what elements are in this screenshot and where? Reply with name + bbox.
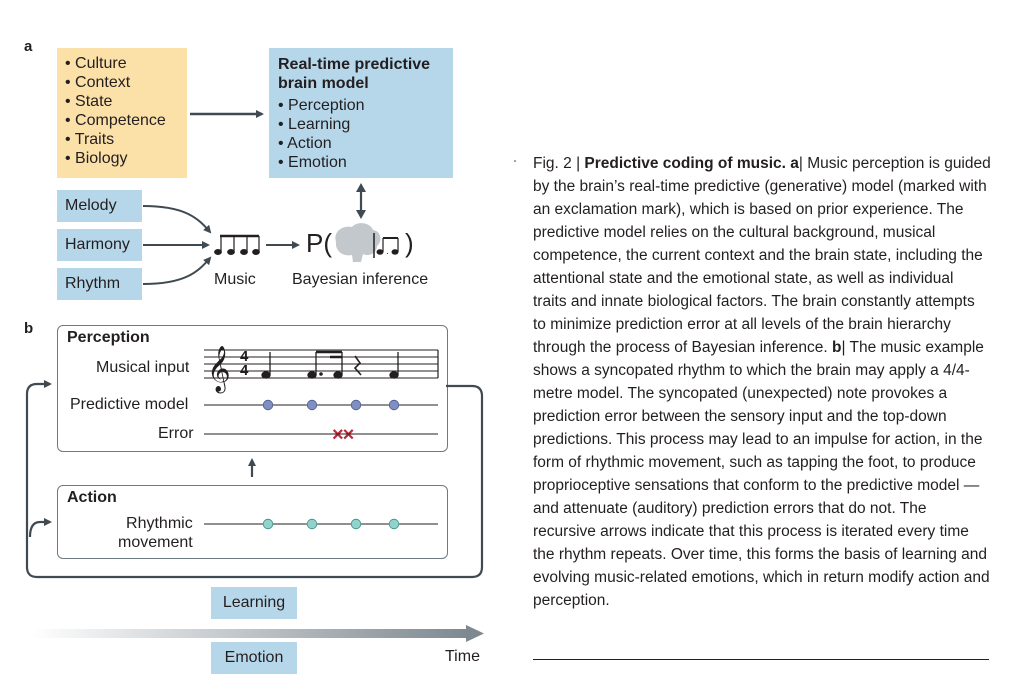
time-label: Time bbox=[445, 648, 480, 665]
caption-b-marker: b bbox=[827, 339, 842, 356]
brain-model-title-line2: brain model bbox=[278, 75, 369, 92]
factor-item: • Competence bbox=[65, 111, 166, 130]
factor-item: • Context bbox=[65, 73, 166, 92]
music-notes-icon bbox=[215, 236, 260, 255]
factor-item: • Biology bbox=[65, 149, 166, 168]
rhythmic-label-line2: movement bbox=[118, 534, 193, 551]
figure-caption bbox=[533, 152, 991, 612]
model-item: • Perception bbox=[278, 96, 365, 115]
predictive-model-label: Predictive model bbox=[70, 396, 189, 413]
panel-a-letter: a bbox=[24, 38, 33, 55]
error-marks: ×× bbox=[332, 424, 354, 446]
caption-title: Predictive coding of music. bbox=[584, 155, 786, 172]
emotion-box: Emotion bbox=[211, 642, 297, 674]
staff-notes bbox=[262, 352, 398, 378]
caption-fig-prefix: Fig. 2 | bbox=[533, 155, 585, 172]
dot-icon: . bbox=[386, 246, 389, 257]
melody-box: Melody bbox=[57, 190, 142, 222]
caption-a-text: | Music perception is guided by the brain’s real-time predictive (generative) model (marked with an exclamation mark), which is based on prior experience. The predictive model relies on the cultural background, musical competence, the current context and the brain state, including the attentional state and the emotional state, as well as individual traits and innate biological factors. The brain constantly attempts to minimize prediction error at all levels of the brain hierarchy through the process of Bayesian inference. bbox=[533, 155, 991, 356]
rhythm-arrow bbox=[143, 258, 210, 284]
bayes-paren-close: ) bbox=[405, 228, 414, 258]
treble-clef-icon: 𝄞 bbox=[207, 346, 231, 392]
panel-a-graphics bbox=[0, 0, 520, 320]
musical-input-label: Musical input bbox=[96, 359, 190, 376]
music-label: Music bbox=[214, 271, 256, 288]
rest-icon bbox=[355, 356, 361, 375]
caption-a-marker: a bbox=[785, 155, 799, 172]
time-arrow-head bbox=[466, 625, 484, 642]
factor-item: • Traits bbox=[65, 130, 166, 149]
learning-box: Learning bbox=[211, 587, 297, 619]
caption-b-text: | The music example shows a syncopated rhythm to which the brain may apply a 4/4-metre model. The syncopated (unexpected) note provokes a prediction error between the sensory input and the top-down predictions. This process may lead to an impulse for action, in the form of rhythmic movement, such as tapping the foot, to produce proprioceptive sensations that conform to the predictive model — and attenuate (auditory) prediction errors that do not. The recursive arrows indicate that this process is iterated every time the rhythm repeats. Over time, this forms the basis of learning and evolving music-related emotions, which in return modify action and perception. bbox=[533, 339, 990, 609]
perception-title: Perception bbox=[67, 329, 150, 346]
action-title: Action bbox=[67, 489, 117, 506]
time-arrow-shaft bbox=[30, 629, 470, 638]
model-item: • Learning bbox=[278, 115, 365, 134]
double-arrow-up-head bbox=[356, 183, 366, 192]
double-arrow-down-head bbox=[356, 210, 366, 219]
bayesian-inference-label: Bayesian inference bbox=[292, 271, 429, 288]
error-label: Error bbox=[158, 425, 194, 442]
time-signature-bottom: 4 bbox=[240, 362, 249, 379]
inner-recursive-arrow bbox=[30, 522, 50, 537]
outer-recursive-arrow bbox=[27, 384, 482, 577]
melody-arrow bbox=[143, 206, 210, 232]
panel-b-graphics bbox=[0, 300, 520, 690]
factor-item: • Culture bbox=[65, 54, 166, 73]
caption-dot-marker bbox=[514, 160, 516, 162]
rhythmic-label-line1: Rhythmic bbox=[126, 515, 193, 532]
model-item: • Action bbox=[278, 134, 365, 153]
factor-item: • State bbox=[65, 92, 166, 111]
caption-rule bbox=[533, 659, 989, 660]
bayes-p-open: P( bbox=[306, 228, 332, 258]
harmony-box: Harmony bbox=[57, 229, 142, 261]
time-signature-top: 4 bbox=[240, 348, 249, 365]
model-item: • Emotion bbox=[278, 153, 365, 172]
brain-model-title-line1: Real-time predictive bbox=[278, 56, 431, 73]
panel-b-letter: b bbox=[24, 320, 34, 337]
rhythm-box: Rhythm bbox=[57, 268, 142, 300]
